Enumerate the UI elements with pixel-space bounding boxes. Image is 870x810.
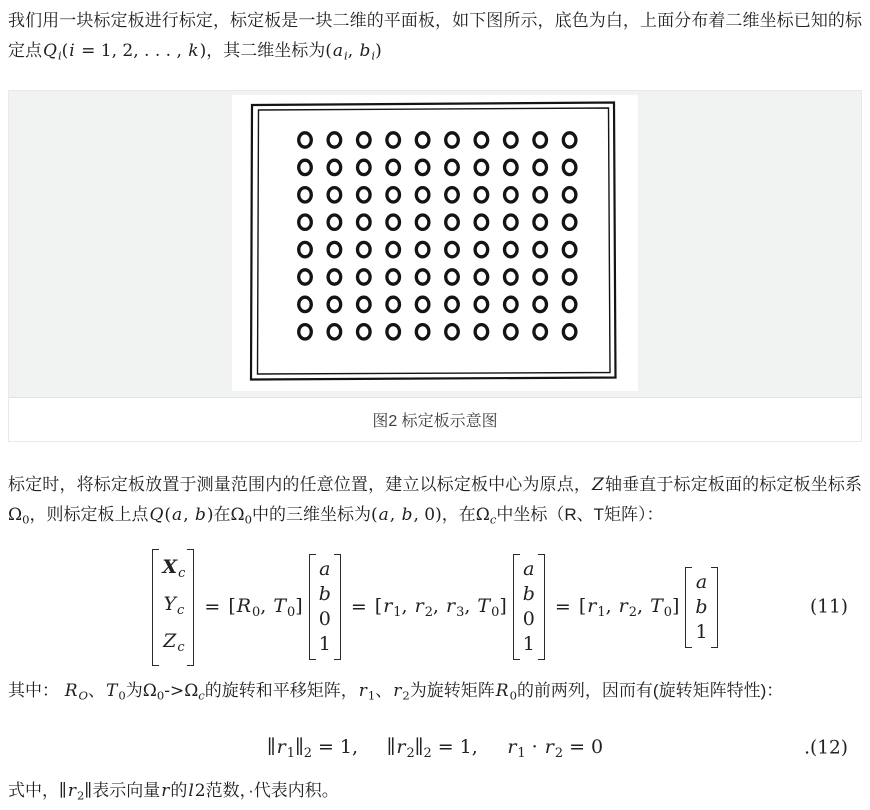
figure-caption: 图2 标定板示意图: [9, 397, 861, 441]
matrix-ab01: [309, 554, 341, 660]
calibration-board-drawing: [232, 95, 638, 391]
equation-11: [8, 549, 862, 666]
matrix-cell: 0: [318, 608, 331, 631]
equals-sign: =: [350, 596, 367, 619]
matrix-cell: $Y_c$: [163, 592, 185, 618]
figure-calibration-board: [8, 90, 862, 442]
paragraph-setup: 标定时，将标定板放置于测量范围内的任意位置，建立以标定板中心为原点，Z轴垂直于标定板面的标定板坐标系$\Omega_0$，则标定板上点Q(a, b)在$\Omega_0$中的三维坐标为(a, b, 0)，在$\Omega_c$中坐标（R、T矩阵）：: [8, 475, 863, 527]
paragraph-norm-note: 式中，$\parallel r_2\parallel$表示向量r的l2范数，·代表内积。: [8, 780, 339, 803]
matrix-cell: a: [319, 558, 331, 581]
equation-number-11: (11): [810, 596, 848, 618]
matrix-cell: $X_c$: [162, 555, 186, 581]
matrix-cell: 1: [522, 633, 535, 656]
matrix-ab1: [685, 567, 717, 648]
matrix-cell: b: [318, 583, 331, 606]
orthonormality-constraints: $\parallel r_1\parallel_2 = 1$, $\parallel r_2\parallel_2 = 1$, $r_1 \cdot r_2 = 0$: [266, 735, 604, 761]
matrix-cell: a: [695, 570, 708, 593]
matrix-cell: b: [695, 595, 708, 618]
matrix-cell: 1: [695, 620, 708, 643]
equation-12: [8, 728, 862, 768]
matrix-cell: a: [523, 558, 535, 581]
dot-grid: [299, 133, 576, 339]
row-vector-r1-r2-T0: [$r_1$, $r_2$, $T_0$]: [578, 594, 680, 620]
figure-panel: [9, 91, 861, 397]
paragraph-rotation-matrix: 其中： $R_O$、$T_0$为$\Omega_0->\Omega_c$的旋转和平移矩阵，$r_1$、$r_2$为旋转矩阵$R_0$的前两列，因而有(旋转矩阵特性)：: [8, 680, 784, 702]
matrix-ab01: [513, 554, 545, 660]
matrix-cell: 0: [522, 608, 535, 631]
calibration-board-image: [232, 95, 638, 391]
row-vector-R0-T0: [$R_0$, $T_0$]: [228, 594, 303, 620]
equals-sign: =: [554, 596, 571, 619]
matrix-cell: 1: [318, 633, 331, 656]
matrix-cell: $Z_c$: [163, 629, 185, 655]
matrix-cell: b: [522, 583, 535, 606]
row-vector-r1-r2-r3-T0: [$r_1$, $r_2$, $r_3$, $T_0$]: [374, 594, 507, 620]
equals-sign: =: [204, 596, 221, 619]
paragraph-intro: 我们用一块标定板进行标定，标定板是一块二维的平面板，如下图所示，底色为白，上面分布着二维坐标已知的标定点$Q_i(i = 1$, 2, . . . , k)，其二维坐标为($a_i$, $b_i$): [8, 11, 862, 63]
matrix-camera-coords: [152, 549, 194, 666]
equation-number-12: .(12): [804, 737, 848, 759]
